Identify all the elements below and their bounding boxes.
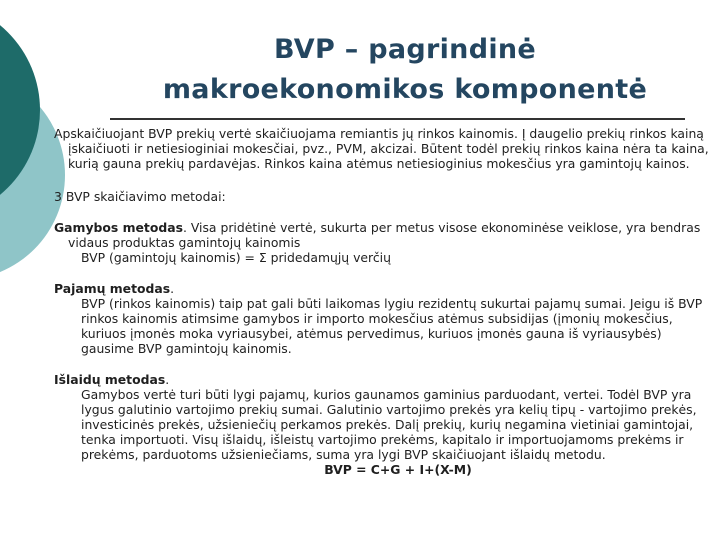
income-method-text: BVP (rinkos kainomis) taip pat gali būti laikomas lygiu rezidentų sukurtai pajamų sumai. Jeigu iš BVP rinkos kainomis atimsime gamybos ir importo mokesčius atėmus subsidijas (įmonių mokesčius, kuriuos įmonės moka vyriausybei, atėmus pervedimus, kuriuos įmonės gauna iš vyriausybės) gausime BVP gamintojų kainomis.: [81, 296, 703, 356]
income-method-heading: [54, 281, 712, 296]
production-method-block: [54, 220, 712, 265]
slide-body: [54, 126, 712, 477]
slide-title-line-1: BVP – pagrindinė: [273, 34, 537, 65]
production-method-title: Gamybos metodas: [54, 220, 183, 235]
production-formula: BVP (gamintojų kainomis) = Σ pridedamųjų verčių: [81, 250, 391, 265]
expenditure-method-period: .: [165, 372, 170, 387]
intro-paragraph: Apskaičiuojant BVP prekių vertė skaičiuojama remiantis jų rinkos kainomis. Į daugelio prekių rinkos kainą įskaičiuoti ir netiesioginiai mokesčiai, pvz., PVM, akcizai. Būtent todėl prekių rinkos kaina nėra ta kaina, kurią gauna prekių pardavėjas. Rinkos kaina atėmus netiesioginius mokesčius yra gamintojų kainos.: [54, 126, 709, 171]
expenditure-method-title: Išlaidų metodas: [54, 372, 166, 387]
slide-title-line-2: makroekonomikos komponentė: [162, 74, 648, 105]
expenditure-formula: BVP = C+G + I+(X-M): [324, 462, 472, 477]
income-method-title: Pajamų metodas: [54, 281, 171, 296]
income-method-period: .: [170, 281, 175, 296]
income-method-block: [54, 281, 712, 356]
methods-heading: 3 BVP skaičiavimo metodai:: [54, 189, 226, 204]
expenditure-method-heading: [54, 372, 712, 387]
production-method-text: . Visa pridėtinė vertė, sukurta per metus visose ekonominėse veiklose, yra bendras vidaus produktas gamintojų kainomis: [68, 220, 701, 250]
expenditure-method-text: Gamybos vertė turi būti lygi pajamų, kurios gaunamos gaminius parduodant, vertei. Todėl BVP yra lygus galutinio vartojimo prekių sumai. Galutinio vartojimo prekės yra kelių tipų - vartojimo prekės, investicinės prekės, užsieniečių perkamos prekės. Dalį prekių, kurių negamina vietiniai gamintojai, tenka importuoti. Visų išlaidų, išleistų vartojimo prekėms, kapitalo ir importuojamoms prekėms ir prekėms, parduotoms užsieniečiams, suma yra lygi BVP skaičiuojant išlaidų metodu.: [81, 387, 697, 462]
title-divider: [110, 118, 685, 120]
slide-title: [100, 30, 710, 110]
expenditure-method-block: [54, 372, 712, 477]
production-method-paragraph: [54, 220, 712, 250]
